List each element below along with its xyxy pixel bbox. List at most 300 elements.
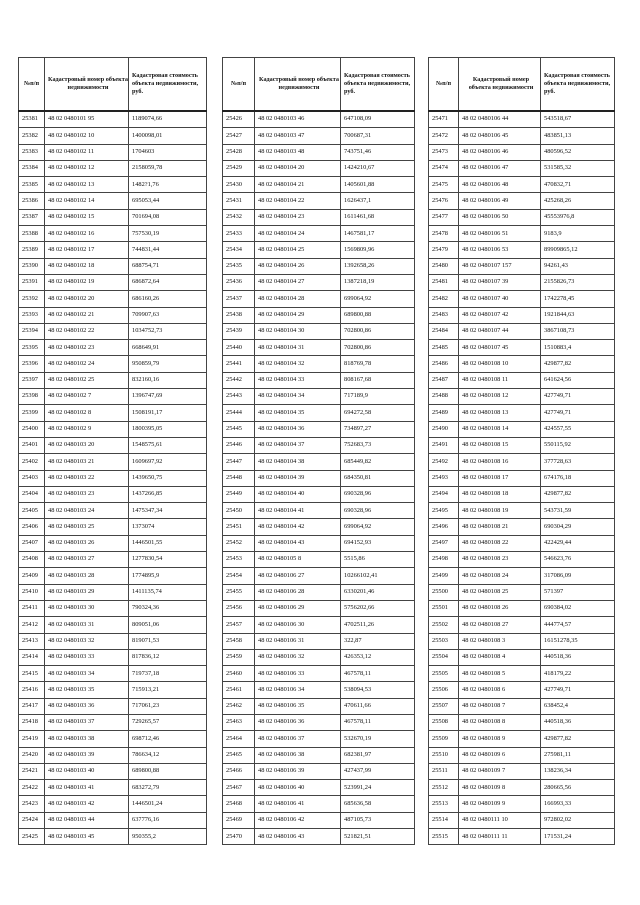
table-row [429,307,615,323]
table-row [19,177,207,193]
cell-cadastral-number: 48 02 0480106 44 [459,111,541,128]
table-row [19,405,207,421]
cell-cadastral-number: 48 02 0480108 11 [459,372,541,388]
cell-row-number: 25457 [223,617,255,633]
table-row [223,535,415,551]
cell-row-number: 25495 [429,503,459,519]
cell-cadastral-number: 48 02 0480104 28 [255,291,341,307]
cell-row-number: 25414 [19,649,45,665]
cell-cadastral-number: 48 02 0480106 48 [459,177,541,193]
cell-cadastral-cost: 138236,34 [541,763,615,779]
cell-cadastral-number: 48 02 0480108 18 [459,486,541,502]
cell-cadastral-cost: 972802,02 [541,812,615,828]
cell-row-number: 25419 [19,731,45,747]
cell-cadastral-cost: 689800,88 [341,307,415,323]
cell-cadastral-cost: 5756202,66 [341,600,415,616]
table-row [19,291,207,307]
cell-row-number: 25424 [19,812,45,828]
table-row [223,649,415,665]
cell-row-number: 25475 [429,177,459,193]
table-row [223,503,415,519]
cell-row-number: 25440 [223,340,255,356]
cell-cadastral-cost: 674176,18 [541,470,615,486]
cell-cadastral-number: 48 02 0480108 19 [459,503,541,519]
cell-cadastral-number: 48 02 0480103 30 [45,600,129,616]
cell-cadastral-number: 48 02 0480104 23 [255,209,341,225]
cell-cadastral-number: 48 02 0480108 7 [459,698,541,714]
cell-cadastral-cost: 709907,63 [129,307,207,323]
table-row [223,193,415,209]
cell-cadastral-cost: 702800,86 [341,340,415,356]
table-row [429,747,615,763]
cell-cadastral-cost: 809051,06 [129,617,207,633]
cell-cadastral-cost: 719737,18 [129,666,207,682]
cell-cadastral-number: 48 02 0480108 5 [459,666,541,682]
cell-cadastral-number: 48 02 0480107 157 [459,258,541,274]
cell-cadastral-number: 48 02 0480109 9 [459,796,541,812]
cell-row-number: 25453 [223,552,255,568]
cell-cadastral-cost: 10266102,41 [341,568,415,584]
table-row [429,193,615,209]
table-header-row [429,58,615,112]
cell-cadastral-number: 48 02 0480103 45 [45,829,129,845]
table-row [19,584,207,600]
cell-cadastral-number: 48 02 0480106 28 [255,584,341,600]
cell-cadastral-cost: 483851,13 [541,128,615,144]
cell-cadastral-cost: 425268,26 [541,193,615,209]
cell-row-number: 25446 [223,437,255,453]
cell-cadastral-cost: 790324,36 [129,600,207,616]
cell-cadastral-number: 48 02 0480103 44 [45,812,129,828]
table-row [223,731,415,747]
cell-row-number: 25432 [223,209,255,225]
cell-row-number: 25399 [19,405,45,421]
table-row [429,552,615,568]
table-row [19,649,207,665]
cell-cadastral-number: 48 02 0480104 22 [255,193,341,209]
cell-cadastral-number: 48 02 0480106 32 [255,649,341,665]
table-row [429,372,615,388]
cell-cadastral-cost: 2155826,73 [541,274,615,290]
cell-cadastral-number: 48 02 0480104 27 [255,274,341,290]
cell-cadastral-cost: 16151278,35 [541,633,615,649]
cell-cadastral-cost: 701694,08 [129,209,207,225]
table-row [223,405,415,421]
cell-cadastral-number: 48 02 0480104 24 [255,226,341,242]
cell-row-number: 25406 [19,519,45,535]
cell-cadastral-cost: 523991,24 [341,780,415,796]
cell-cadastral-cost: 699064,92 [341,519,415,535]
cell-cadastral-number: 48 02 0480105 8 [255,552,341,568]
cell-row-number: 25451 [223,519,255,535]
cell-cadastral-number: 48 02 0480108 12 [459,389,541,405]
cell-cadastral-number: 48 02 0480102 12 [45,160,129,176]
table-row [19,389,207,405]
table-row [19,307,207,323]
cell-cadastral-cost: 440518,36 [541,714,615,730]
cell-cadastral-cost: 819071,53 [129,633,207,649]
cell-cadastral-cost: 429877,82 [541,486,615,502]
table-row [429,323,615,339]
cell-row-number: 25423 [19,796,45,812]
cell-cadastral-number: 48 02 0480103 21 [45,454,129,470]
cell-cadastral-number: 48 02 0480106 53 [459,242,541,258]
cell-cadastral-number: 48 02 0480103 22 [45,470,129,486]
cell-row-number: 25435 [223,258,255,274]
cell-cadastral-cost: 9183,9 [541,226,615,242]
cell-cadastral-cost: 1611461,68 [341,209,415,225]
cell-cadastral-cost: 1396747,69 [129,389,207,405]
cell-row-number: 25489 [429,405,459,421]
cell-cadastral-cost: 1439650,75 [129,470,207,486]
cell-cadastral-number: 48 02 0480108 3 [459,633,541,649]
table-row [429,568,615,584]
cell-cadastral-cost: 171531,24 [541,829,615,845]
table-row [429,617,615,633]
cell-cadastral-number: 48 02 0480106 30 [255,617,341,633]
table-row [19,633,207,649]
cell-row-number: 25394 [19,323,45,339]
cell-cadastral-cost: 702800,86 [341,323,415,339]
cell-cadastral-cost: 2158059,78 [129,160,207,176]
table-row [223,714,415,730]
cell-row-number: 25383 [19,144,45,160]
cell-cadastral-number: 48 02 0480104 33 [255,372,341,388]
cell-cadastral-number: 48 02 0480106 31 [255,633,341,649]
cell-row-number: 25439 [223,323,255,339]
cell-row-number: 25512 [429,780,459,796]
cell-cadastral-cost: 317086,09 [541,568,615,584]
cell-cadastral-number: 48 02 0480104 29 [255,307,341,323]
cell-row-number: 25428 [223,144,255,160]
header-number: №п/п [429,58,459,112]
cell-cadastral-cost: 1569809,96 [341,242,415,258]
table-row [19,617,207,633]
cell-cadastral-cost: 686872,64 [129,274,207,290]
header-cadastral-cost: Кадастровая стоимость объекта недвижимости, руб. [541,58,615,112]
cell-cadastral-number: 48 02 0480103 28 [45,568,129,584]
cell-cadastral-number: 48 02 0480109 7 [459,763,541,779]
cell-cadastral-cost: 531585,32 [541,160,615,176]
cell-cadastral-cost: 685636,58 [341,796,415,812]
cell-cadastral-cost: 470611,66 [341,698,415,714]
cell-row-number: 25488 [429,389,459,405]
cell-cadastral-number: 48 02 0480104 21 [255,177,341,193]
cell-row-number: 25387 [19,209,45,225]
cell-row-number: 25476 [429,193,459,209]
table-row [429,600,615,616]
table-row [223,796,415,812]
table-row [429,535,615,551]
table-row [19,437,207,453]
cell-cadastral-number: 48 02 0480104 20 [255,160,341,176]
cell-row-number: 25467 [223,780,255,796]
table-row [19,552,207,568]
cell-cadastral-cost: 280665,56 [541,780,615,796]
cell-cadastral-cost: 637776,16 [129,812,207,828]
table-row [223,617,415,633]
cell-row-number: 25416 [19,682,45,698]
cell-row-number: 25395 [19,340,45,356]
cell-cadastral-number: 48 02 0480111 11 [459,829,541,845]
cell-cadastral-cost: 700687,31 [341,128,415,144]
cell-cadastral-cost: 832160,16 [129,372,207,388]
cell-cadastral-cost: 546623,76 [541,552,615,568]
cell-cadastral-cost: 426353,12 [341,649,415,665]
cell-cadastral-cost: 1467581,17 [341,226,415,242]
cell-cadastral-cost: 752683,73 [341,437,415,453]
cell-row-number: 25452 [223,535,255,551]
table-row [223,633,415,649]
cell-cadastral-cost: 638452,4 [541,698,615,714]
cell-cadastral-number: 48 02 0480102 13 [45,177,129,193]
cell-cadastral-number: 48 02 0480108 16 [459,454,541,470]
table-row [223,552,415,568]
cell-cadastral-cost: 470832,71 [541,177,615,193]
table-row [429,470,615,486]
table-row [19,209,207,225]
cell-row-number: 25469 [223,812,255,828]
cell-row-number: 25498 [429,552,459,568]
cell-row-number: 25496 [429,519,459,535]
cell-cadastral-cost: 1392658,26 [341,258,415,274]
cell-cadastral-number: 48 02 0480104 34 [255,389,341,405]
cell-row-number: 25461 [223,682,255,698]
cell-cadastral-number: 48 02 0480102 17 [45,242,129,258]
cell-cadastral-number: 48 02 0480102 11 [45,144,129,160]
cell-cadastral-cost: 427749,71 [541,405,615,421]
table-row [429,763,615,779]
cell-cadastral-cost: 1609697,92 [129,454,207,470]
cell-row-number: 25462 [223,698,255,714]
table-row [19,666,207,682]
cell-row-number: 25491 [429,437,459,453]
header-cadastral-cost: Кадастровая стоимость объекта недвижимости, руб. [341,58,415,112]
cell-cadastral-number: 48 02 0480104 32 [255,356,341,372]
cell-row-number: 25431 [223,193,255,209]
cell-row-number: 25426 [223,111,255,128]
table-row [429,421,615,437]
table-row [19,323,207,339]
cell-row-number: 25398 [19,389,45,405]
cell-row-number: 25413 [19,633,45,649]
cell-row-number: 25400 [19,421,45,437]
cell-cadastral-number: 48 02 0480106 33 [255,666,341,682]
cell-row-number: 25482 [429,291,459,307]
cell-cadastral-number: 48 02 0480106 47 [459,160,541,176]
cell-row-number: 25508 [429,714,459,730]
cell-cadastral-cost: 689800,88 [129,763,207,779]
cell-cadastral-number: 48 02 0480106 37 [255,731,341,747]
cell-cadastral-cost: 45553976,8 [541,209,615,225]
table-row [429,454,615,470]
table-row [19,714,207,730]
table-row [223,584,415,600]
cell-cadastral-number: 48 02 0480106 41 [255,796,341,812]
table-row [19,503,207,519]
cell-cadastral-number: 48 02 0480108 26 [459,600,541,616]
cell-cadastral-cost: 538094,53 [341,682,415,698]
cell-cadastral-cost: 543518,67 [541,111,615,128]
cell-cadastral-number: 48 02 0480106 27 [255,568,341,584]
cell-row-number: 25464 [223,731,255,747]
cell-cadastral-cost: 377728,63 [541,454,615,470]
cell-cadastral-number: 48 02 0480104 31 [255,340,341,356]
cell-row-number: 25497 [429,535,459,551]
cell-row-number: 25468 [223,796,255,812]
cell-cadastral-number: 48 02 0480104 25 [255,242,341,258]
cell-cadastral-cost: 717189,9 [341,389,415,405]
cell-cadastral-cost: 1373074 [129,519,207,535]
cell-row-number: 25502 [429,617,459,633]
cell-row-number: 25455 [223,584,255,600]
cell-cadastral-number: 48 02 0480104 38 [255,454,341,470]
cell-row-number: 25408 [19,552,45,568]
table-row [223,682,415,698]
cell-cadastral-cost: 422429,44 [541,535,615,551]
cell-row-number: 25421 [19,763,45,779]
cell-cadastral-cost: 647108,09 [341,111,415,128]
header-number: №п/п [223,58,255,112]
cell-cadastral-cost: 743751,46 [341,144,415,160]
cell-cadastral-cost: 1405601,88 [341,177,415,193]
table-row [429,209,615,225]
cell-cadastral-cost: 690328,96 [341,503,415,519]
table-row [223,568,415,584]
cell-cadastral-number: 48 02 0480108 8 [459,714,541,730]
cell-row-number: 25499 [429,568,459,584]
cell-cadastral-number: 48 02 0480103 20 [45,437,129,453]
cell-row-number: 25503 [429,633,459,649]
cell-row-number: 25490 [429,421,459,437]
cell-cadastral-number: 48 02 0480103 47 [255,128,341,144]
cell-cadastral-number: 48 02 0480103 40 [45,763,129,779]
cell-cadastral-number: 48 02 0480108 23 [459,552,541,568]
cell-row-number: 25479 [429,242,459,258]
cell-cadastral-cost: 429877,82 [541,356,615,372]
cell-cadastral-cost: 424557,55 [541,421,615,437]
table-row [429,144,615,160]
table-row [223,747,415,763]
cell-cadastral-number: 48 02 0480108 15 [459,437,541,453]
cell-row-number: 25402 [19,454,45,470]
cell-cadastral-cost: 684350,81 [341,470,415,486]
table-row [429,437,615,453]
cell-cadastral-cost: 744831,44 [129,242,207,258]
table-row [223,698,415,714]
cell-cadastral-cost: 1774895,9 [129,568,207,584]
cell-cadastral-cost: 467578,11 [341,714,415,730]
table-row [223,780,415,796]
cell-cadastral-number: 48 02 0480106 46 [459,144,541,160]
cell-row-number: 25509 [429,731,459,747]
table-row [19,535,207,551]
table-row [429,714,615,730]
table-row [223,274,415,290]
cell-cadastral-cost: 641624,56 [541,372,615,388]
table-row [429,111,615,128]
table-row [19,698,207,714]
table-row [19,600,207,616]
cell-cadastral-cost: 715913,21 [129,682,207,698]
table-row [19,470,207,486]
cell-row-number: 25507 [429,698,459,714]
cell-row-number: 25437 [223,291,255,307]
cell-row-number: 25514 [429,812,459,828]
cell-cadastral-cost: 1508191,17 [129,405,207,421]
header-cadastral-number: Кадастровый номер объекта недвижимости [255,58,341,112]
table-row [223,226,415,242]
table-row [429,812,615,828]
cell-cadastral-number: 48 02 0480104 40 [255,486,341,502]
table-row [223,470,415,486]
table-row [223,437,415,453]
table-row [223,258,415,274]
header-number: №п/п [19,58,45,112]
cell-row-number: 25506 [429,682,459,698]
cell-cadastral-cost: 275981,11 [541,747,615,763]
cell-cadastral-cost: 1189074,66 [129,111,207,128]
cell-cadastral-number: 48 02 0480111 10 [459,812,541,828]
table-row [19,372,207,388]
cell-cadastral-number: 48 02 0480106 36 [255,714,341,730]
cell-row-number: 25459 [223,649,255,665]
table-row [429,649,615,665]
cell-cadastral-cost: 1411135,74 [129,584,207,600]
cell-cadastral-cost: 817836,12 [129,649,207,665]
cell-cadastral-number: 48 02 0480106 39 [255,763,341,779]
table-row [223,763,415,779]
cell-row-number: 25458 [223,633,255,649]
cell-row-number: 25487 [429,372,459,388]
cell-cadastral-cost: 550115,92 [541,437,615,453]
cell-cadastral-cost: 3867108,73 [541,323,615,339]
cell-cadastral-cost: 690304,29 [541,519,615,535]
cell-row-number: 25477 [429,209,459,225]
table-row [19,454,207,470]
cell-row-number: 25448 [223,470,255,486]
cell-cadastral-number: 48 02 0480109 6 [459,747,541,763]
table-row [429,584,615,600]
cell-cadastral-number: 48 02 0480102 14 [45,193,129,209]
cell-cadastral-cost: 695053,44 [129,193,207,209]
cell-row-number: 25412 [19,617,45,633]
table-header-row [223,58,415,112]
table-row [223,307,415,323]
cell-cadastral-cost: 694152,93 [341,535,415,551]
header-cadastral-number: Кадастровый номер объекта недвижимости [45,58,129,112]
cell-cadastral-cost: 427749,71 [541,389,615,405]
cell-cadastral-number: 48 02 0480104 42 [255,519,341,535]
cell-row-number: 25420 [19,747,45,763]
table-row [223,242,415,258]
table-row [223,144,415,160]
cell-cadastral-cost: 1548575,61 [129,437,207,453]
table-row [429,796,615,812]
table-row [19,486,207,502]
cell-cadastral-cost: 427749,71 [541,682,615,698]
cadastral-table-2 [222,57,415,845]
cell-cadastral-number: 48 02 0480103 34 [45,666,129,682]
cell-row-number: 25456 [223,600,255,616]
cell-row-number: 25393 [19,307,45,323]
cell-cadastral-number: 48 02 0480107 40 [459,291,541,307]
cell-cadastral-cost: 427437,99 [341,763,415,779]
cell-cadastral-cost: 690384,02 [541,600,615,616]
cell-row-number: 25447 [223,454,255,470]
cell-row-number: 25450 [223,503,255,519]
cell-cadastral-cost: 1475347,34 [129,503,207,519]
